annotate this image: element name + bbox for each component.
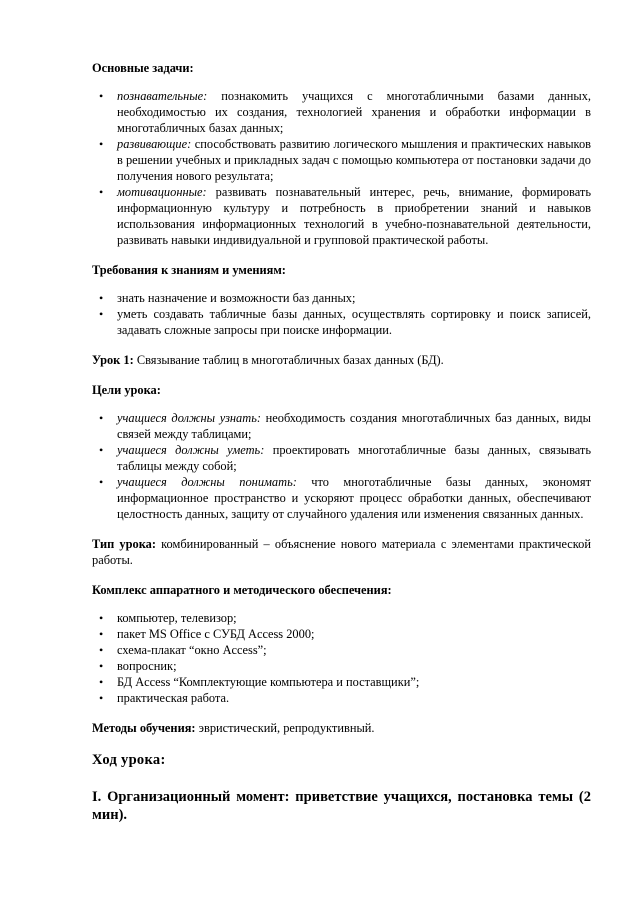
goals-list bbox=[92, 410, 591, 522]
list-item: • практическая работа. bbox=[92, 690, 591, 706]
lesson-label: Урок 1: bbox=[92, 353, 134, 367]
methods-label: Методы обучения: bbox=[92, 721, 196, 735]
course-heading: Ход урока: bbox=[92, 752, 166, 768]
item-text: что многотабличные базы данных, экономят информационное пространство и ускоряют процесс обработки данных, обеспечивают целостность данных, защиту от случайного удаления или изменения связанных данных. bbox=[117, 475, 591, 521]
lesson-type-text: комбинированный – объяснение нового материала с элементами практической работы. bbox=[92, 537, 592, 567]
org-moment-heading: I. Организационный момент: приветствие учащихся, постановка темы (2 мин). bbox=[92, 789, 591, 823]
tasks-heading: Основные задачи: bbox=[92, 61, 194, 75]
item-text: познакомить учащихся с многотабличными базами данных, необходимостью их создания, технологией хранения и обработки информации в многотабличных базах данных; bbox=[117, 89, 591, 135]
requirements-heading: Требования к знаниям и умениям: bbox=[92, 263, 286, 277]
lesson-topic bbox=[92, 352, 591, 368]
list-item bbox=[92, 136, 591, 184]
list-item: • схема-плакат “окно Access”; bbox=[92, 642, 591, 658]
list-item bbox=[92, 410, 591, 442]
item-label: учащиеся должны узнать: bbox=[117, 411, 261, 425]
item-label: учащиеся должны понимать: bbox=[117, 475, 297, 489]
tasks-list bbox=[92, 88, 591, 248]
list-item: • компьютер, телевизор; bbox=[92, 610, 591, 626]
list-item: • знать назначение и возможности баз данных; bbox=[92, 290, 591, 306]
list-item bbox=[92, 184, 591, 248]
list-item bbox=[92, 442, 591, 474]
requirements-list bbox=[92, 290, 591, 338]
methods-text: эвристический, репродуктивный. bbox=[195, 721, 375, 735]
item-text: проектировать многотабличные базы данных, связывать таблицы между собой; bbox=[117, 443, 591, 473]
item-label: учащиеся должны уметь: bbox=[117, 443, 265, 457]
document-page bbox=[92, 60, 591, 824]
list-item: • уметь создавать табличные базы данных, осуществлять сортировку и поиск записей, задавать сложные запросы при поиске информации. bbox=[92, 306, 591, 338]
equipment-list bbox=[92, 610, 591, 706]
lesson-type-label: Тип урока: bbox=[92, 537, 156, 551]
equipment-heading: Комплекс аппаратного и методического обеспечения: bbox=[92, 583, 392, 597]
list-item bbox=[92, 474, 591, 522]
item-text: необходимость создания многотабличных баз данных, виды связей между таблицами; bbox=[117, 411, 591, 441]
list-item bbox=[92, 88, 591, 136]
lesson-type bbox=[92, 536, 591, 568]
item-text: развивать познавательный интерес, речь, внимание, формировать информационную культуру и потребность в приобретении знаний и навыков использования информационных технологий в учебно-познавательной деятельности, развивать навыки индивидуальной и групповой практической работы. bbox=[117, 185, 591, 247]
list-item: • пакет MS Office с СУБД Access 2000; bbox=[92, 626, 591, 642]
item-text: способствовать развитию логического мышления и практических навыков в решении учебных и прикладных задач с помощью компьютера от постановки задачи до получения нового результата; bbox=[117, 137, 591, 183]
item-label: развивающие: bbox=[117, 137, 192, 151]
goals-heading: Цели урока: bbox=[92, 383, 161, 397]
item-label: познавательные: bbox=[117, 89, 208, 103]
list-item: • БД Access “Комплектующие компьютера и поставщики”; bbox=[92, 674, 591, 690]
teaching-methods bbox=[92, 720, 591, 736]
item-label: мотивационные: bbox=[117, 185, 207, 199]
lesson-text: Связывание таблиц в многотабличных базах данных (БД). bbox=[133, 353, 444, 367]
list-item: • вопросник; bbox=[92, 658, 591, 674]
